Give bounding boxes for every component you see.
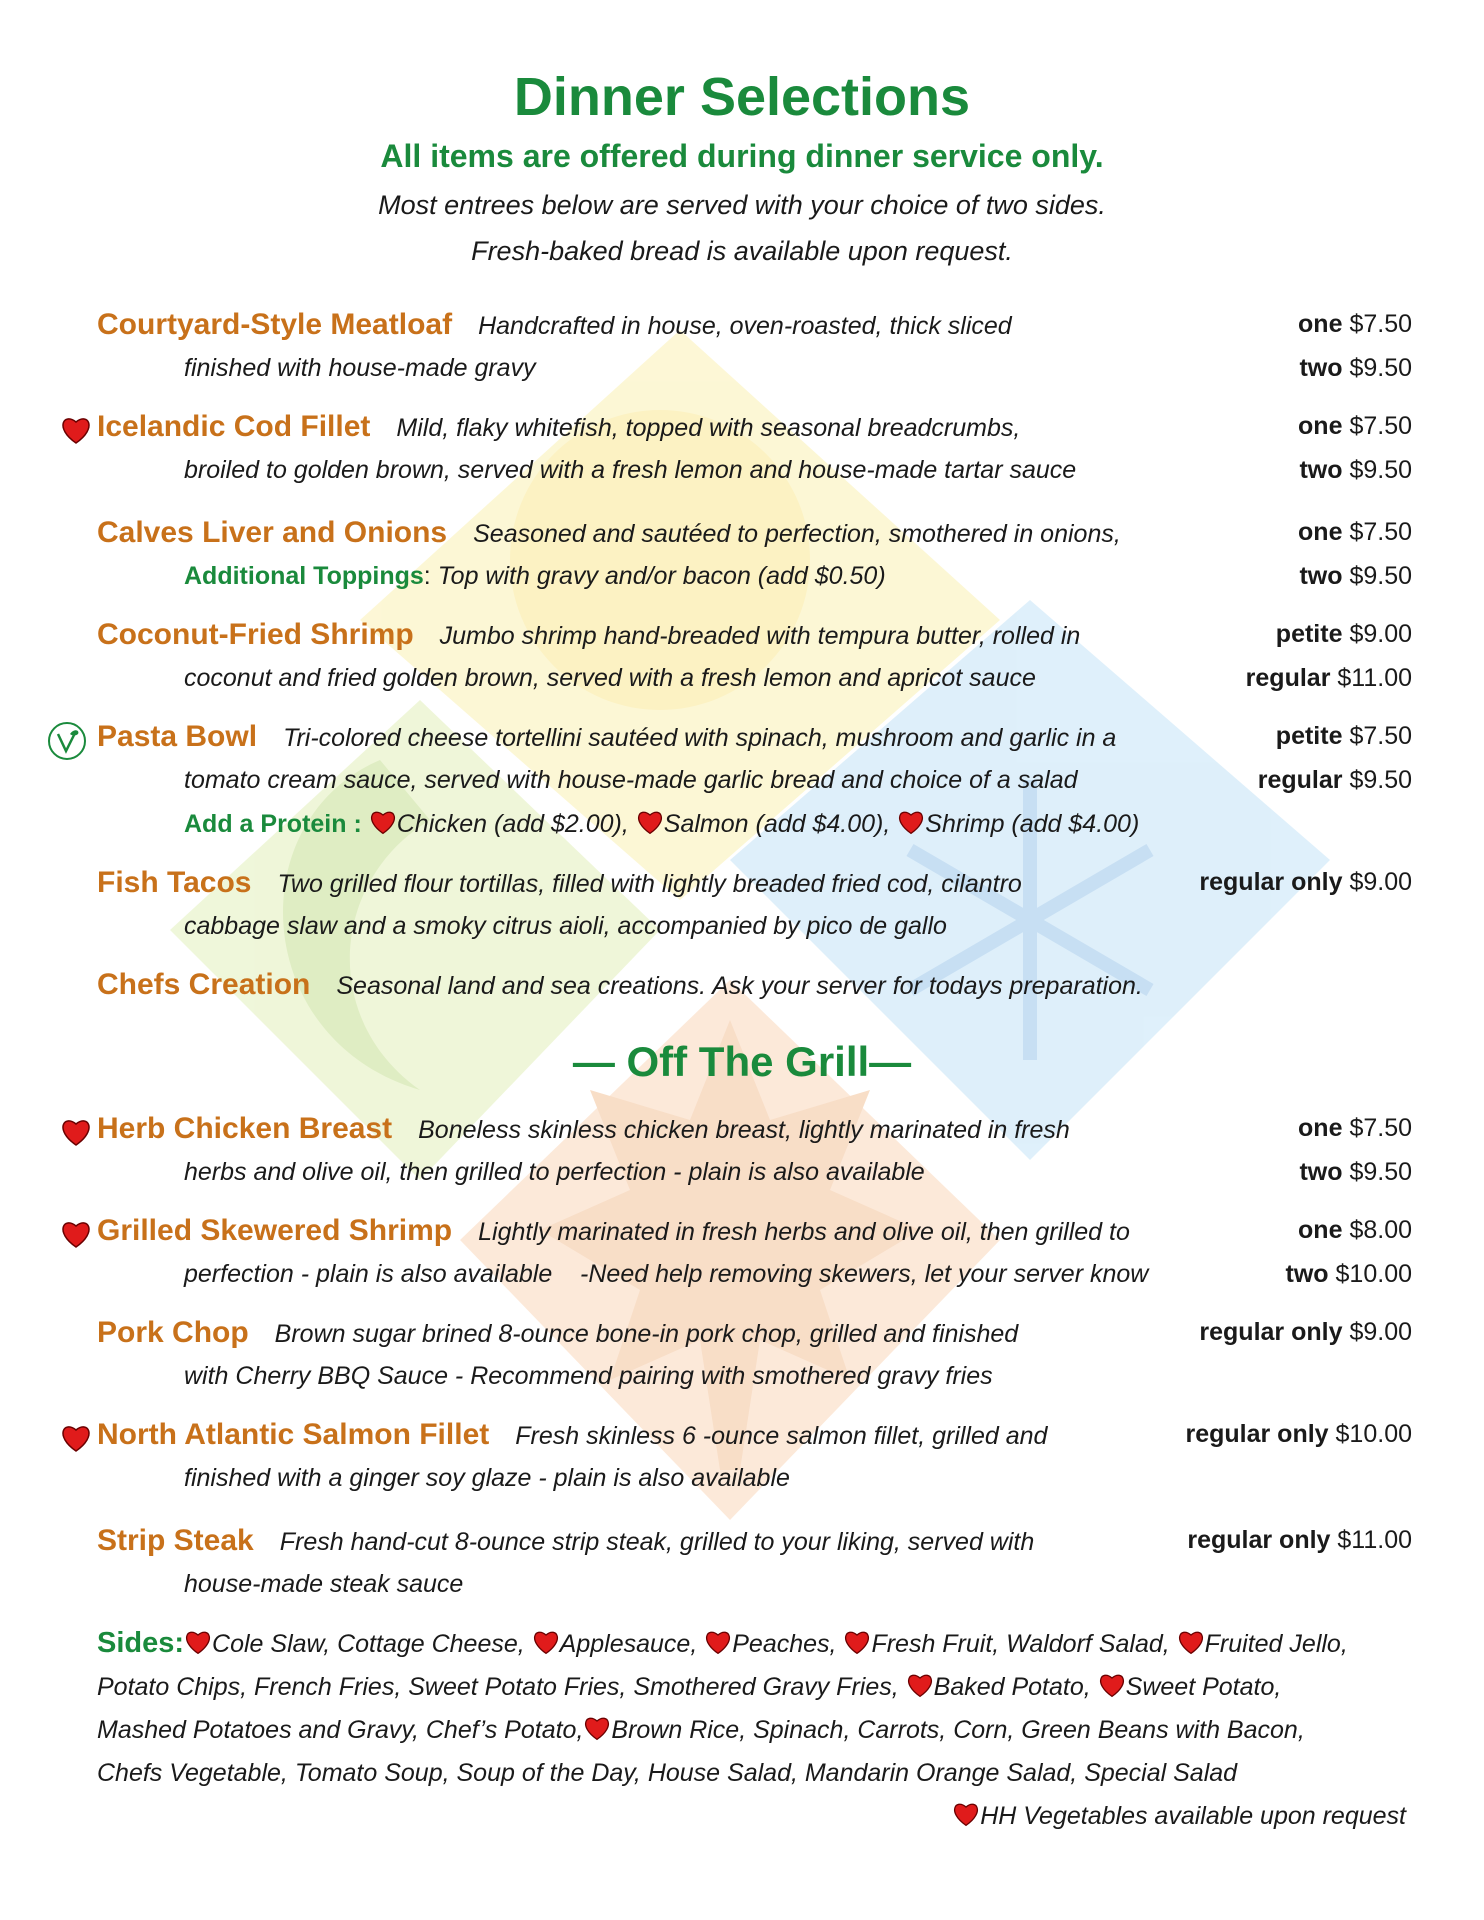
item-description: Fresh hand-cut 8-ounce strip steak, grilled to your liking, served with <box>279 1528 1035 1556</box>
item-name: Coconut-Fried Shrimp <box>97 618 414 651</box>
item-name: North Atlantic Salmon Fillet <box>97 1418 490 1451</box>
item-name: Fish Tacos <box>97 866 252 899</box>
item-name: Herb Chicken Breast <box>97 1112 393 1145</box>
item-description: Brown sugar brined 8-ounce bone-in pork chop, grilled and finished <box>274 1320 1019 1348</box>
item-description: Tri-colored cheese tortellini sautéed with spinach, mushroom and garlic in a <box>283 724 1117 752</box>
heart-icon <box>369 808 397 836</box>
price-petite: petite $7.50 <box>1275 722 1412 750</box>
section-heading-grill: — Off The Grill— <box>572 1038 912 1085</box>
item-description-cont: finished with a ginger soy glaze - plain is also available <box>184 1464 790 1492</box>
item-description-cont: with Cherry BBQ Sauce - Recommend pairing with smothered gravy fries <box>184 1362 993 1390</box>
heart-icon <box>636 808 664 836</box>
item-description-cont: cabbage slaw and a smoky citrus aioli, accompanied by pico de gallo <box>184 912 947 940</box>
add-protein-options: Add a Protein : Chicken (add $2.00), Salmon (add $4.00), Shrimp (add $4.00) <box>184 810 1140 838</box>
heart-icon <box>532 1628 560 1656</box>
item-description-cont: coconut and fried golden brown, served with a fresh lemon and apricot sauce <box>184 664 1036 692</box>
heart-icon <box>60 1422 92 1454</box>
item-description-cont: house-made steak sauce <box>184 1570 464 1598</box>
intro-line-2: Fresh-baked bread is available upon request. <box>471 236 1013 266</box>
item-description: Mild, flaky whitefish, topped with seasonal breadcrumbs, <box>396 414 1021 442</box>
heart-icon <box>906 1671 934 1699</box>
heart-icon <box>60 1218 92 1250</box>
price-two: two $9.50 <box>1299 562 1412 590</box>
price-regular: regular $9.50 <box>1257 766 1412 794</box>
item-description-cont: finished with house-made gravy <box>184 354 536 382</box>
item-description: Seasoned and sautéed to perfection, smothered in onions, <box>473 520 1121 548</box>
price-regular-only: regular only $11.00 <box>1187 1526 1412 1554</box>
heart-icon <box>843 1628 871 1656</box>
vegetarian-leaf-icon <box>46 720 88 762</box>
item-description: Lightly marinated in fresh herbs and olive oil, then grilled to <box>478 1218 1130 1246</box>
item-name: Icelandic Cod Fillet <box>97 410 371 443</box>
price-regular-only: regular only $9.00 <box>1199 1318 1412 1346</box>
item-description-cont: herbs and olive oil, then grilled to perfection - plain is also available <box>184 1158 925 1186</box>
price-petite: petite $9.00 <box>1275 620 1412 648</box>
item-name: Pasta Bowl <box>97 720 258 753</box>
heart-icon <box>1098 1671 1126 1699</box>
item-description: Boneless skinless chicken breast, lightly marinated in fresh <box>418 1116 1070 1144</box>
item-description-cont: tomato cream sauce, served with house-made garlic bread and choice of a salad <box>184 766 1078 794</box>
page-subtitle: All items are offered during dinner service only. <box>380 138 1104 174</box>
item-description: Jumbo shrimp hand-breaded with tempura butter, rolled in <box>439 622 1081 650</box>
sides-row-4: Chefs Vegetable, Tomato Soup, Soup of the Day, House Salad, Mandarin Orange Salad, Special Salad <box>97 1759 1238 1787</box>
sides-row-1: Sides: Cole Slaw, Cottage Cheese, Applesauce, Peaches, Fresh Fruit, Waldorf Salad, Fruited Jello, <box>97 1627 1348 1659</box>
heart-icon <box>60 414 92 446</box>
item-name: Strip Steak <box>97 1524 254 1557</box>
price-regular-only: regular only $9.00 <box>1199 868 1412 896</box>
page-title: Dinner Selections <box>513 67 971 127</box>
price-regular: regular $11.00 <box>1245 664 1412 692</box>
price-two: two $9.50 <box>1299 354 1412 382</box>
price-one: one $7.50 <box>1298 412 1412 440</box>
item-name: Pork Chop <box>97 1316 249 1349</box>
item-description-cont: perfection - plain is also available -Need help removing skewers, let your server know <box>184 1260 1149 1288</box>
heart-icon <box>1177 1628 1205 1656</box>
price-two: two $10.00 <box>1285 1260 1412 1288</box>
price-two: two $9.50 <box>1299 456 1412 484</box>
heart-icon <box>583 1714 611 1742</box>
hh-vegetables-note: HH Vegetables available upon request <box>952 1800 1406 1831</box>
item-description: Fresh skinless 6 -ounce salmon fillet, grilled and <box>515 1422 1048 1450</box>
sides-row-3: Mashed Potatoes and Gravy, Chef’s Potato, Brown Rice, Spinach, Carrots, Corn, Green Beans with Bacon, <box>97 1716 1305 1744</box>
item-name: Courtyard-Style Meatloaf <box>97 308 453 341</box>
price-one: one $7.50 <box>1298 1114 1412 1142</box>
heart-icon <box>60 1116 92 1148</box>
heart-icon <box>184 1628 212 1656</box>
item-name: Grilled Skewered Shrimp <box>97 1214 453 1247</box>
heart-icon <box>897 808 925 836</box>
sides-list <box>97 1622 1417 1795</box>
item-name: Calves Liver and Onions <box>97 516 448 549</box>
sides-row-2: Potato Chips, French Fries, Sweet Potato Fries, Smothered Gravy Fries, Baked Potato, Sweet Potato, <box>97 1673 1282 1701</box>
item-description: Two grilled flour tortillas, filled with lightly breaded fried cod, cilantro <box>277 870 1022 898</box>
sides-label: Sides: <box>97 1627 185 1659</box>
item-name: Chefs Creation <box>97 968 311 1001</box>
price-one: one $8.00 <box>1298 1216 1412 1244</box>
item-description: Seasonal land and sea creations. Ask your server for todays preparation. <box>336 972 1143 1000</box>
item-description: Handcrafted in house, oven-roasted, thick sliced <box>478 312 1012 340</box>
price-two: two $9.50 <box>1299 1158 1412 1186</box>
heart-icon <box>952 1800 980 1828</box>
price-one: one $7.50 <box>1298 310 1412 338</box>
intro-line-1: Most entrees below are served with your choice of two sides. <box>378 190 1106 220</box>
price-one: one $7.50 <box>1298 518 1412 546</box>
additional-toppings: Additional Toppings: Top with gravy and/or bacon (add $0.50) <box>184 562 886 590</box>
heart-icon <box>704 1628 732 1656</box>
item-description-cont: broiled to golden brown, served with a fresh lemon and house-made tartar sauce <box>184 456 1077 484</box>
price-regular-only: regular only $10.00 <box>1185 1420 1412 1448</box>
